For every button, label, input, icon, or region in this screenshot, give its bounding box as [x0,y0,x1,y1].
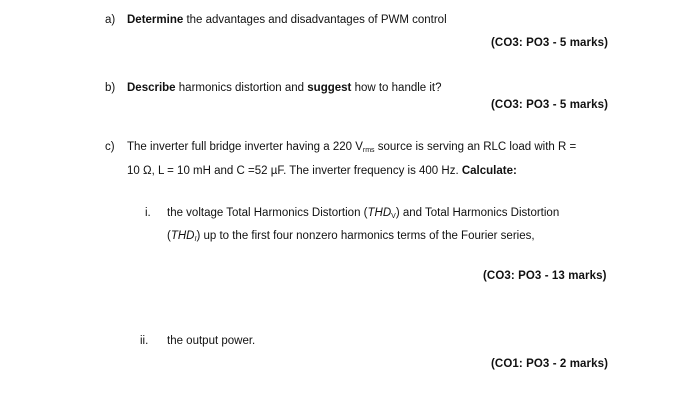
question-a-marks: (CO3: PO3 - 5 marks) [491,37,609,49]
question-c-i-line1 [167,207,559,220]
question-a-label: a) [105,14,116,26]
question-c-line1-post: source is serving an RLC load with R = [374,141,577,153]
question-c-i-line2-b: ) up to the first four nonzero harmonics terms of the Fourier series, [196,230,535,242]
question-c-i-label: i. [145,207,151,219]
question-a-rest: the advantages and disadvantages of PWM control [183,14,447,26]
question-a-text [127,14,447,26]
question-c-i-thd-v: THD [367,207,392,219]
question-b-label: b) [105,82,116,94]
question-a-verb: Determine [127,14,184,26]
question-b-verb1: Describe [127,82,176,94]
question-c-rms-subscript: rms [362,147,375,154]
question-c-line2-pre: 10 Ω, L = 10 mH and C =52 µF. The inverter frequency is 400 Hz. [127,165,462,177]
question-c-label: c) [105,141,115,153]
question-c-i-marks: (CO3: PO3 - 13 marks) [483,270,607,282]
question-c-ii-label: ii. [140,335,149,347]
question-b-mid: harmonics distortion and [175,82,308,94]
question-b-verb2: suggest [307,82,352,94]
question-c-i-thd-i: THD [170,230,195,242]
question-b-marks: (CO3: PO3 - 5 marks) [491,99,609,111]
question-c-i-line1-a: the voltage Total Harmonics Distortion ( [167,207,368,219]
question-c-ii-text: the output power. [167,335,256,347]
question-c-i-thd-i-subscript: I [194,236,197,243]
question-b-rest: how to handle it? [351,82,442,94]
question-c-i-line2-a: ( [167,230,171,242]
question-c-i-line2 [167,230,535,243]
question-c-line1-pre: The inverter full bridge inverter having a 220 V [127,141,363,153]
question-c-calculate: Calculate: [461,165,517,177]
question-c-i-line1-b: ) and Total Harmonics Distortion [395,207,560,219]
question-c-line2 [127,165,517,177]
question-b-text [127,82,442,94]
question-c-line1 [127,141,576,154]
question-c-ii-marks: (CO1: PO3 - 2 marks) [491,358,609,370]
question-c-i-thd-v-subscript: V [391,213,396,220]
